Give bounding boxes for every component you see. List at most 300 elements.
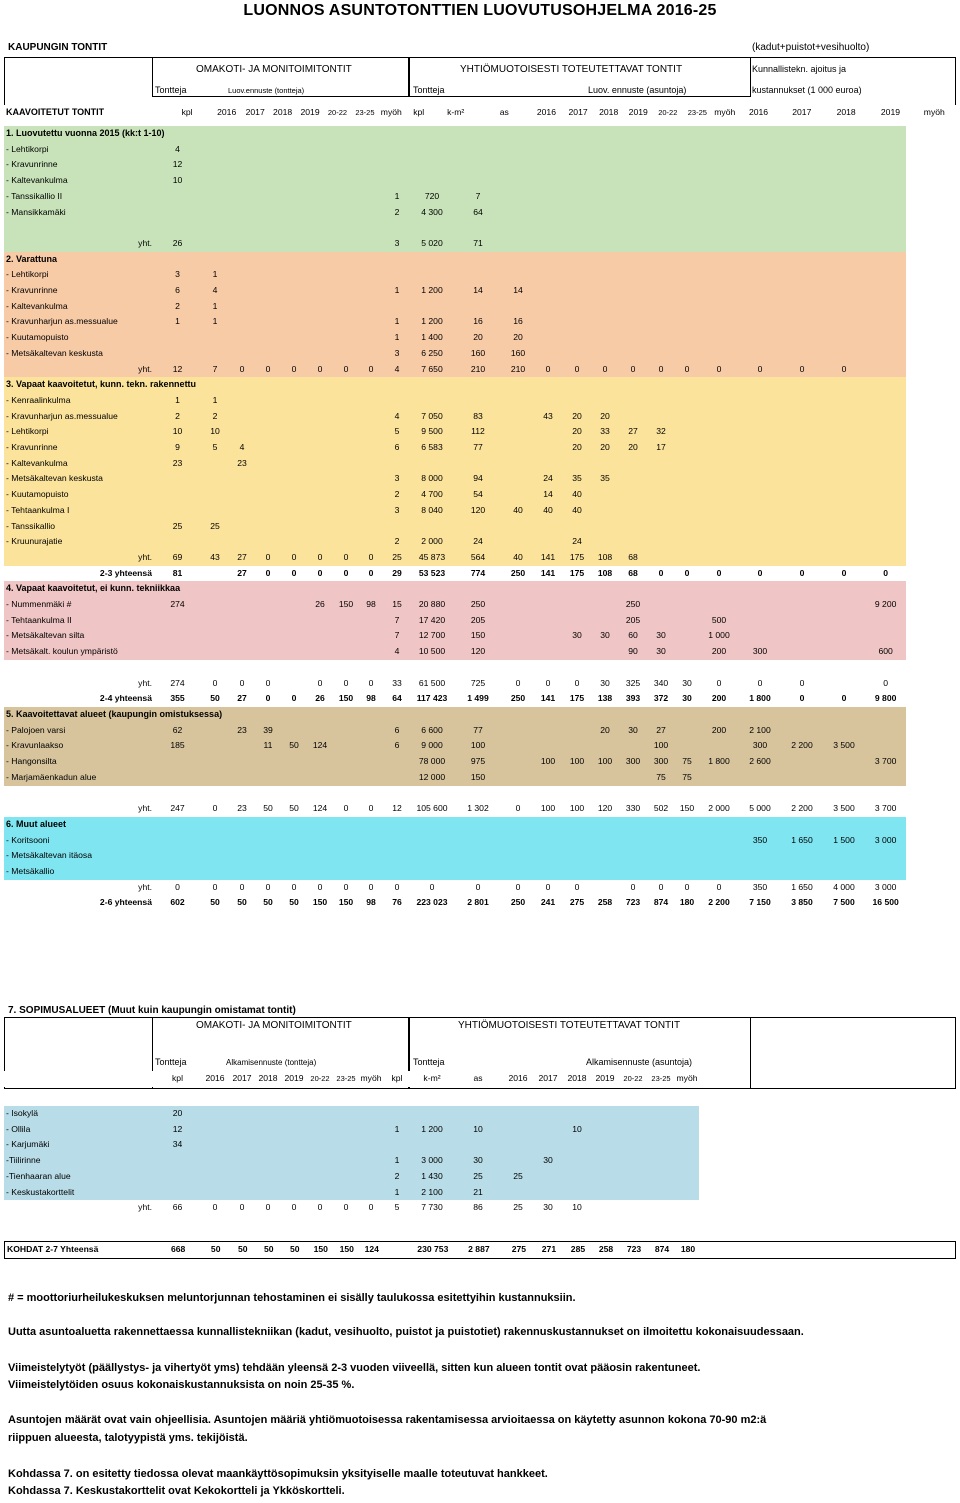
table-cell — [533, 299, 563, 315]
table-cell — [281, 157, 307, 173]
table-cell: 120 — [453, 503, 503, 519]
table-cell: 1 800 — [739, 691, 781, 707]
table-cell — [619, 189, 647, 205]
table-cell — [229, 644, 255, 660]
table-cell — [359, 786, 383, 802]
table-cell: 75 — [675, 770, 699, 786]
table-cell: 25 — [503, 1169, 533, 1185]
table-cell — [255, 236, 281, 252]
table-cell — [333, 189, 359, 205]
table-cell — [359, 519, 383, 535]
table-cell — [865, 314, 906, 330]
table-cell: 1 — [383, 1153, 411, 1169]
table-cell — [699, 267, 739, 283]
table-cell — [865, 723, 906, 739]
table-cell: 20 — [591, 440, 619, 456]
table-cell: 20 880 — [411, 597, 453, 613]
table-row — [4, 346, 906, 362]
table-cell — [823, 644, 865, 660]
table-cell — [281, 409, 307, 425]
table-cell — [333, 456, 359, 472]
table-cell: 160 — [453, 346, 503, 362]
page-title: LUONNOS ASUNTOTONTTIEN LUOVUTUSOHJELMA 2016-25 — [243, 2, 717, 19]
table-cell: 66 — [154, 1200, 201, 1216]
table-cell — [823, 676, 865, 692]
row-label: - Marjamäenkadun alue — [4, 770, 154, 786]
table-cell: 7 730 — [411, 1200, 453, 1216]
table-cell — [591, 519, 619, 535]
col-header: k-m² — [411, 1071, 453, 1087]
table-cell: 0 — [307, 566, 333, 582]
table-cell: 0 — [739, 362, 781, 378]
table-cell — [333, 534, 359, 550]
table-cell — [359, 660, 383, 676]
table-cell — [453, 1106, 503, 1122]
table-cell — [865, 613, 906, 629]
tontteja-1: Tontteja — [155, 85, 187, 95]
table-cell: 175 — [563, 566, 591, 582]
table-cell — [281, 471, 307, 487]
table-cell — [591, 1106, 619, 1122]
table-cell — [591, 314, 619, 330]
table-cell: 0 — [359, 362, 383, 378]
table-cell: 150 — [333, 895, 359, 911]
col-header: 2016 — [531, 105, 563, 121]
table-cell — [647, 1122, 675, 1138]
table-cell — [307, 848, 333, 864]
table-cell — [619, 738, 647, 754]
table-cell — [675, 550, 699, 566]
table-cell — [154, 220, 201, 236]
table-cell — [359, 628, 383, 644]
row-label: - Metsäkalt. koulun ympäristö — [4, 644, 154, 660]
table-cell: 3 — [154, 267, 201, 283]
table-cell — [563, 142, 591, 158]
row-label: - Hangonsilta — [4, 754, 154, 770]
table-cell — [619, 283, 647, 299]
table-cell: 0 — [359, 566, 383, 582]
table-cell: 300 — [739, 738, 781, 754]
table-cell: 150 — [675, 801, 699, 817]
table-cell — [411, 848, 453, 864]
table-cell — [201, 770, 229, 786]
table-row — [4, 330, 906, 346]
table-cell — [675, 786, 699, 802]
table-cell — [307, 471, 333, 487]
table-cell: 124 — [307, 801, 333, 817]
table-cell — [411, 299, 453, 315]
table-cell — [675, 283, 699, 299]
table-cell — [359, 471, 383, 487]
table-cell — [333, 754, 359, 770]
table-cell — [675, 660, 699, 676]
table-cell — [333, 738, 359, 754]
table-cell: 350 — [739, 880, 781, 896]
table-cell — [229, 786, 255, 802]
table-cell: 210 — [453, 362, 503, 378]
table-cell: 0 — [781, 676, 823, 692]
table-cell — [307, 220, 333, 236]
table-cell — [739, 628, 781, 644]
table-cell: 34 — [154, 1137, 201, 1153]
table-cell — [281, 786, 307, 802]
table-cell — [823, 848, 865, 864]
total-cell: 2 887 — [454, 1242, 504, 1259]
table-cell: 0 — [823, 691, 865, 707]
table-cell — [823, 519, 865, 535]
table-cell — [865, 267, 906, 283]
table-cell — [201, 456, 229, 472]
table-cell: 1 — [383, 1122, 411, 1138]
table-cell — [255, 346, 281, 362]
table-cell — [229, 738, 255, 754]
table-cell: 7 150 — [739, 895, 781, 911]
table-cell — [503, 519, 533, 535]
table-cell — [383, 299, 411, 315]
row-label: - Isokylä — [4, 1106, 154, 1122]
table-cell — [781, 205, 823, 221]
table-cell — [255, 471, 281, 487]
table-cell — [533, 1137, 563, 1153]
table-cell — [647, 142, 675, 158]
table-cell: 500 — [699, 613, 739, 629]
table-cell — [591, 236, 619, 252]
table-cell — [281, 205, 307, 221]
table-cell — [563, 267, 591, 283]
table-cell — [281, 1153, 307, 1169]
table-cell: 108 — [591, 566, 619, 582]
table-cell — [739, 283, 781, 299]
table-cell — [823, 613, 865, 629]
table-cell: 141 — [533, 550, 563, 566]
table-cell — [865, 786, 906, 802]
row-label: 2-6 yhteensä — [4, 895, 154, 911]
table-cell — [154, 644, 201, 660]
table-cell — [781, 471, 823, 487]
table-cell — [591, 738, 619, 754]
table-row — [4, 1200, 699, 1216]
table-cell: 98 — [359, 895, 383, 911]
row-label: - Tanssikallio — [4, 519, 154, 535]
table-cell — [503, 1122, 533, 1138]
table-cell: 5 — [383, 424, 411, 440]
table-cell — [201, 189, 229, 205]
table-cell — [591, 205, 619, 221]
table-cell — [255, 644, 281, 660]
table-cell — [411, 864, 453, 880]
table-cell — [675, 142, 699, 158]
table-cell — [699, 440, 739, 456]
table-cell: 62 — [154, 723, 201, 739]
table-cell — [281, 346, 307, 362]
table-cell — [563, 189, 591, 205]
table-cell — [619, 299, 647, 315]
table-cell — [359, 1137, 383, 1153]
table-cell — [201, 754, 229, 770]
table-cell — [255, 330, 281, 346]
table-cell — [359, 299, 383, 315]
table-cell — [865, 205, 906, 221]
section-heading-row — [4, 707, 906, 723]
table-cell — [619, 864, 647, 880]
table-cell — [823, 628, 865, 644]
table-cell: 0 — [865, 676, 906, 692]
table-row — [4, 628, 906, 644]
table-cell — [823, 550, 865, 566]
table-cell: 25 — [453, 1169, 503, 1185]
table-row — [4, 205, 906, 221]
table-cell — [865, 157, 906, 173]
table-cell — [453, 220, 503, 236]
table-cell — [453, 267, 503, 283]
section-heading-row — [4, 581, 906, 597]
table-cell — [675, 1185, 699, 1201]
table-cell: 78 000 — [411, 754, 453, 770]
table-cell — [647, 456, 675, 472]
table-cell — [823, 440, 865, 456]
table-cell — [359, 770, 383, 786]
table-cell — [533, 1106, 563, 1122]
table-cell — [675, 628, 699, 644]
table-cell — [201, 157, 229, 173]
table-cell: 12 — [154, 157, 201, 173]
table-cell: 4 — [154, 142, 201, 158]
table-cell — [739, 267, 781, 283]
table-cell — [333, 142, 359, 158]
table-cell — [739, 786, 781, 802]
table-cell — [359, 864, 383, 880]
table-cell: 43 — [533, 409, 563, 425]
table-cell — [739, 189, 781, 205]
table-cell — [333, 393, 359, 409]
table-cell — [229, 660, 255, 676]
row-label — [4, 660, 154, 676]
table-cell — [453, 864, 503, 880]
total-cell — [700, 1242, 955, 1259]
total-cell: 723 — [620, 1242, 648, 1259]
table-cell: 24 — [453, 534, 503, 550]
col-header — [4, 1071, 154, 1087]
table-cell: 0 — [411, 880, 453, 896]
table-cell: 0 — [563, 362, 591, 378]
table-cell — [823, 189, 865, 205]
table-cell — [563, 393, 591, 409]
total-cell: 50 — [282, 1242, 308, 1259]
table-cell: 50 — [201, 691, 229, 707]
table-cell — [699, 487, 739, 503]
table-cell — [739, 440, 781, 456]
table-cell — [229, 346, 255, 362]
table-cell: 200 — [699, 644, 739, 660]
table-cell — [307, 1185, 333, 1201]
row-label: -Tienhaaran alue — [4, 1169, 154, 1185]
table-cell — [865, 848, 906, 864]
row-label: yht. — [4, 676, 154, 692]
section-heading: 4. Vapaat kaavoitetut, ei kunn. tekniikkaa — [4, 581, 906, 597]
table-cell — [647, 283, 675, 299]
table-cell — [383, 754, 411, 770]
table-cell: 0 — [359, 676, 383, 692]
col-header: 2019 — [868, 105, 912, 121]
table-cell — [383, 864, 411, 880]
s7-alkamis-2: Alkamisennuste (asuntoja) — [586, 1057, 693, 1067]
table-cell — [201, 848, 229, 864]
table-cell — [255, 628, 281, 644]
table-cell — [229, 220, 255, 236]
table-cell — [647, 833, 675, 849]
table-cell — [281, 519, 307, 535]
col-header: 2019 — [281, 1071, 307, 1087]
note-hash: # = moottoriurheilukeskuksen meluntorjunnan tehostaminen ei sisälly taulukossa esitettyihin kustannuksiin. — [8, 1292, 576, 1304]
table-cell: 20 — [619, 440, 647, 456]
table-cell: 68 — [619, 550, 647, 566]
table-cell — [229, 754, 255, 770]
table-cell: 30 — [675, 676, 699, 692]
table-cell — [383, 770, 411, 786]
table-cell — [533, 848, 563, 864]
table-cell — [201, 738, 229, 754]
table-cell: 60 — [619, 628, 647, 644]
table-cell — [281, 864, 307, 880]
table-cell — [281, 1106, 307, 1122]
table-cell — [865, 346, 906, 362]
table-cell — [675, 597, 699, 613]
table-cell: 50 — [229, 895, 255, 911]
table-cell: 0 — [823, 362, 865, 378]
row-label: yht. — [4, 880, 154, 896]
total-cell: 258 — [592, 1242, 620, 1259]
table-cell — [675, 157, 699, 173]
table-row — [4, 864, 906, 880]
table-cell — [647, 1137, 675, 1153]
table-cell: 502 — [647, 801, 675, 817]
table-cell — [533, 644, 563, 660]
table-cell: 1 200 — [411, 1122, 453, 1138]
table-cell: 0 — [675, 566, 699, 582]
total-cell: 124 — [360, 1242, 384, 1259]
group-kunnallistekn: Kunnallistekn. ajoitus ja — [752, 64, 847, 74]
table-cell — [647, 236, 675, 252]
table-cell: 250 — [619, 597, 647, 613]
row-label: yht. — [4, 1200, 154, 1216]
table-row — [4, 409, 906, 425]
table-cell — [675, 440, 699, 456]
table-cell: 17 — [647, 440, 675, 456]
table-cell: 33 — [383, 676, 411, 692]
table-cell — [503, 157, 533, 173]
table-cell — [255, 1106, 281, 1122]
table-cell — [281, 487, 307, 503]
table-cell: 141 — [533, 691, 563, 707]
table-cell — [533, 393, 563, 409]
table-cell: 4 — [229, 440, 255, 456]
table-cell — [533, 220, 563, 236]
table-cell — [359, 173, 383, 189]
table-cell — [533, 534, 563, 550]
table-cell — [591, 173, 619, 189]
table-cell: 5 020 — [411, 236, 453, 252]
table-cell: 23 — [229, 801, 255, 817]
row-label: - Nummenmäki # — [4, 597, 154, 613]
table-cell — [411, 173, 453, 189]
table-cell: 2 600 — [739, 754, 781, 770]
table-cell: 61 500 — [411, 676, 453, 692]
section-heading-row — [4, 817, 906, 833]
table-cell — [647, 1185, 675, 1201]
table-cell — [781, 314, 823, 330]
table-cell: 275 — [563, 895, 591, 911]
table-cell — [533, 1169, 563, 1185]
table-cell: 27 — [647, 723, 675, 739]
table-cell — [154, 346, 201, 362]
table-cell: 393 — [619, 691, 647, 707]
table-cell: 175 — [563, 691, 591, 707]
table-cell — [453, 142, 503, 158]
table-cell — [229, 314, 255, 330]
table-cell — [201, 1106, 229, 1122]
table-cell: 0 — [359, 801, 383, 817]
table-row — [4, 848, 906, 864]
table-cell: 39 — [255, 723, 281, 739]
table-cell — [865, 393, 906, 409]
table-cell — [619, 770, 647, 786]
table-cell — [201, 205, 229, 221]
table-cell — [619, 1200, 647, 1216]
col-header: 20-22 — [324, 105, 351, 121]
table-cell — [503, 440, 533, 456]
table-cell — [333, 848, 359, 864]
table-cell — [865, 362, 906, 378]
table-cell: 0 — [333, 566, 359, 582]
table-cell — [359, 644, 383, 660]
table-cell: 10 — [154, 173, 201, 189]
table-cell — [307, 393, 333, 409]
table-cell — [699, 786, 739, 802]
table-cell: 7 — [453, 189, 503, 205]
row-label: - Kravunharjun as.messualue — [4, 409, 154, 425]
table-cell: 3 500 — [823, 738, 865, 754]
table-cell — [533, 205, 563, 221]
section-heading: 1. Luovutettu vuonna 2015 (kk:t 1-10) — [4, 126, 906, 142]
table-cell — [383, 173, 411, 189]
table-cell — [563, 1153, 591, 1169]
table-cell — [255, 440, 281, 456]
table-cell: 0 — [647, 362, 675, 378]
table-cell: 50 — [255, 895, 281, 911]
table-cell — [619, 534, 647, 550]
table-cell: 100 — [533, 801, 563, 817]
table-cell — [255, 519, 281, 535]
table-cell — [453, 833, 503, 849]
table-cell — [255, 534, 281, 550]
table-cell: 35 — [563, 471, 591, 487]
table-cell — [647, 534, 675, 550]
table-cell — [591, 864, 619, 880]
table-cell — [781, 330, 823, 346]
table-cell — [503, 644, 533, 660]
table-cell: 0 — [255, 691, 281, 707]
row-label: - Kuutamopuisto — [4, 487, 154, 503]
col-header: myöh — [712, 105, 737, 121]
table-cell — [619, 409, 647, 425]
table-cell — [533, 738, 563, 754]
table-cell: 94 — [453, 471, 503, 487]
table-cell: 0 — [281, 880, 307, 896]
table-cell — [359, 393, 383, 409]
table-cell: 4 — [383, 362, 411, 378]
table-cell — [359, 220, 383, 236]
table-cell — [359, 409, 383, 425]
